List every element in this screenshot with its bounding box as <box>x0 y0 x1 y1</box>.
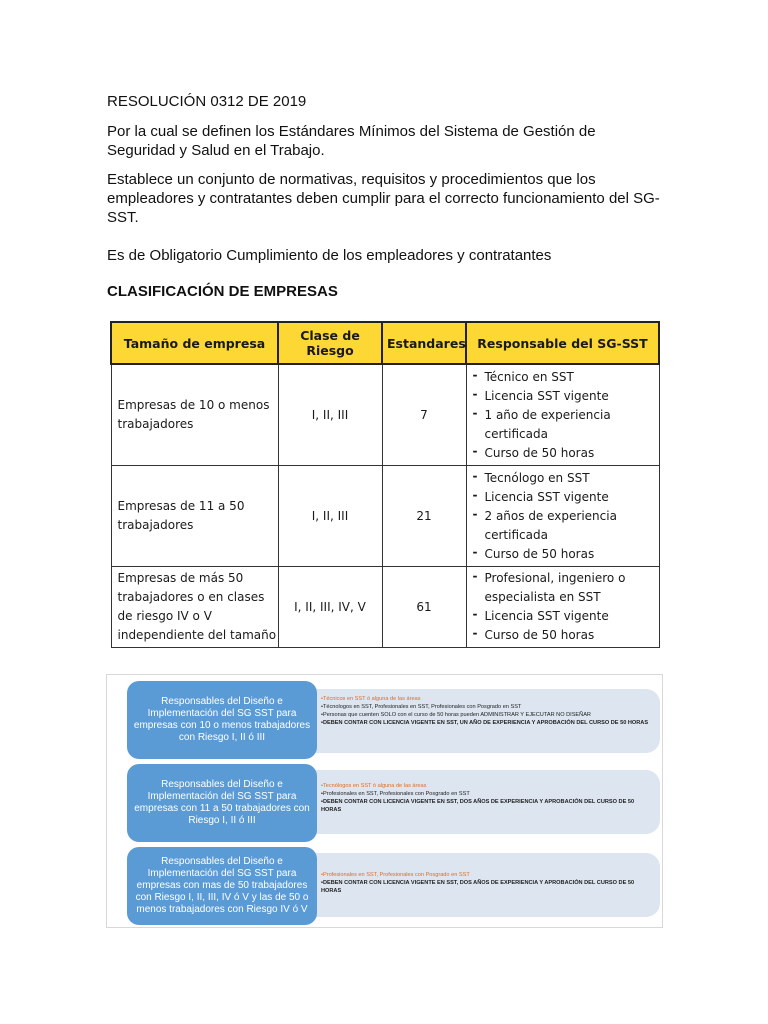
document-title: RESOLUCIÓN 0312 DE 2019 <box>107 93 307 110</box>
cell-standards: 7 <box>382 364 466 466</box>
list-item: - Curso de 50 horas <box>473 545 659 564</box>
list-item: • Tecnólogos en SST ó alguna de las áreas <box>321 782 651 790</box>
diagram-row <box>107 681 662 759</box>
list-item: • Profesionales en SST, Profesionales con Posgrado en SST <box>321 790 651 798</box>
header-responsible: Responsable del SG-SST <box>466 322 659 364</box>
list-item: - 1 año de experiencia certificada <box>473 406 659 444</box>
cell-size: Empresas de 11 a 50 trabajadores <box>111 466 278 567</box>
list-item: - Técnico en SST <box>473 368 659 387</box>
table-row <box>111 364 659 466</box>
list-item: • DEBEN CONTAR CON LICENCIA VIGENTE EN SST, DOS AÑOS DE EXPERIENCIA Y APROBACIÓN DEL CURSO DE 50 HORAS <box>321 879 651 895</box>
list-item: • DEBEN CONTAR CON LICENCIA VIGENTE EN SST, DOS AÑOS DE EXPERIENCIA Y APROBACIÓN DEL CURSO DE 50 HORAS <box>321 798 651 814</box>
table-header-row <box>111 322 659 364</box>
cell-standards: 21 <box>382 466 466 567</box>
list-item: • Profesionales en SST, Profesionales con Posgrado en SST <box>321 871 651 879</box>
list-item: - Tecnólogo en SST <box>473 469 659 488</box>
responsibles-diagram <box>106 674 663 928</box>
description-paragraph: Establece un conjunto de normativas, requisitos y procedimientos que los empleadores y contratantes deben cumplir para el correcto funcionamiento del SG-SST. <box>107 171 660 226</box>
obligation-paragraph: Es de Obligatorio Cumplimiento de los empleadores y contratantes <box>107 247 552 264</box>
cell-standards: 61 <box>382 567 466 648</box>
list-item: - Licencia SST vigente <box>473 607 659 626</box>
list-item: • Personas que cuenten SOLO con el curso de 50 horas pueden ADMINISTRAR Y EJECUTAR NO DISEÑAR <box>321 711 651 719</box>
list-item: • Técnicos en SST ó alguna de las áreas <box>321 695 651 703</box>
diagram-box: Responsables del Diseño e Implementación del SG SST para empresas con 10 o menos trabajadores con Riesgo I, II ó III <box>127 681 317 759</box>
cell-size: Empresas de 10 o menos trabajadores <box>111 364 278 466</box>
classification-table <box>110 321 660 648</box>
diagram-box: Responsables del Diseño e Implementación del SG SST para empresas con 11 a 50 trabajadores con Riesgo I, II ó III <box>127 764 317 842</box>
list-item: - Licencia SST vigente <box>473 488 659 507</box>
list-item: - Curso de 50 horas <box>473 444 659 463</box>
cell-responsible <box>466 466 659 567</box>
cell-risk: I, II, III <box>278 364 382 466</box>
list-item: - Profesional, ingeniero o especialista en SST <box>473 569 659 607</box>
list-item: - Licencia SST vigente <box>473 387 659 406</box>
table-row <box>111 567 659 648</box>
diagram-row <box>107 764 662 842</box>
list-item: • DEBEN CONTAR CON LICENCIA VIGENTE EN SST, UN AÑO DE EXPERIENCIA Y APROBACIÓN DEL CURSO DE 50 HORAS <box>321 719 651 727</box>
diagram-list <box>321 695 651 727</box>
list-item: - 2 años de experiencia certificada <box>473 507 659 545</box>
list-item: - Curso de 50 horas <box>473 626 659 645</box>
cell-risk: I, II, III, IV, V <box>278 567 382 648</box>
section-heading: CLASIFICACIÓN DE EMPRESAS <box>107 283 338 300</box>
cell-risk: I, II, III <box>278 466 382 567</box>
diagram-list <box>321 782 651 814</box>
cell-size: Empresas de más 50 trabajadores o en clases de riesgo IV o V independiente del tamaño <box>111 567 278 648</box>
header-size: Tamaño de empresa <box>111 322 278 364</box>
cell-responsible <box>466 364 659 466</box>
diagram-row <box>107 847 662 925</box>
header-standards: Estandares <box>382 322 466 364</box>
cell-responsible <box>466 567 659 648</box>
header-risk: Clase de Riesgo <box>278 322 382 364</box>
diagram-box: Responsables del Diseño e Implementación del SG SST para empresas con mas de 50 trabajadores con Riesgo I, II, III, IV ó V y las de 50 o menos trabajadores con Riesgo IV ó V <box>127 847 317 925</box>
diagram-list <box>321 871 651 895</box>
intro-paragraph: Por la cual se definen los Estándares Mínimos del Sistema de Gestión de Seguridad y Salud en el Trabajo. <box>107 123 596 159</box>
table-row <box>111 466 659 567</box>
list-item: • Técnologos en SST, Profesionales en SST, Profesionales con Posgrado en SST <box>321 703 651 711</box>
